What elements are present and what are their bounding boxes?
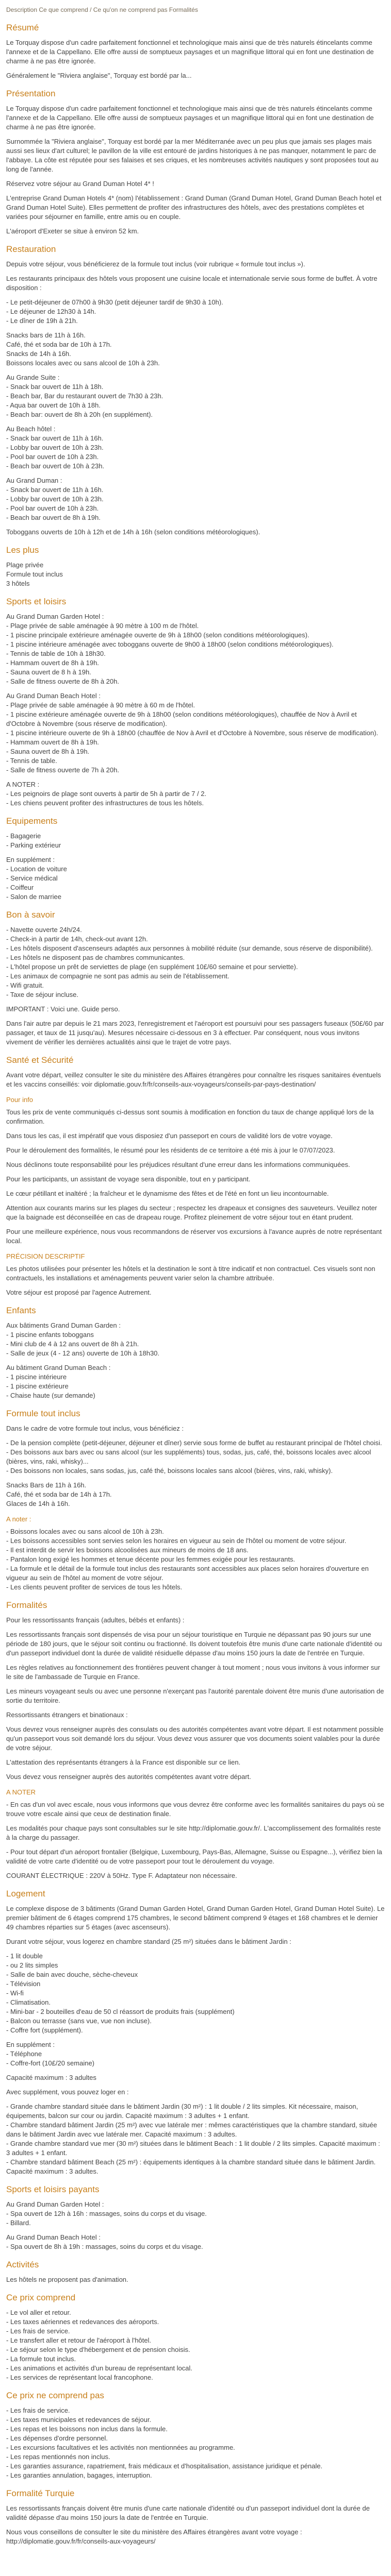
list-item: - Taxe de séjour incluse. [6,991,78,998]
list-item: - Beach bar, Bar du restaurant ouvert de 7h30 à 23h. [6,392,164,400]
sports-note [6,780,385,808]
precision-p2: Votre séjour est proposé par l'agence Autrement. [6,1289,152,1296]
sante-title: Santé et Sécurité [6,1055,74,1065]
list-item: - Les animaux de compagnie ne sont pas admis au sein de l'établissement. [6,972,230,980]
list-item: Au bâtiment Grand Duman Beach : [6,1364,111,1371]
list-item: - Snack bar ouvert de 11h à 16h. [6,434,104,442]
enfants-beach [6,1363,385,1400]
list-item: - Le transfert aller et retour de l'aéroport à l'hôtel. [6,2336,151,2344]
logement-p3: Avec supplément, vous pouvez loger en : [6,2088,129,2096]
list-item: - Des boissons aux bars avec ou sans alcool (sur les suppléments) tous, sodas, jus, café, thé, boissons locales avec alcool (bières, vins, raki, whisky)... [6,1448,371,1465]
list-item: - Salle de bain avec douche, sèche-cheveux [6,1971,138,1978]
list-item: Au Grand Duman : [6,477,62,484]
presentation-p1: Le Torquay dispose d'un cadre parfaitement fonctionnel et technologique mais ainsi que de très naturels étincelants comme l'annexe et de la Cappellano. Elle offre aussi de somptueux paysages et un magnifique littoral qui en font une destination de charme à ne pas être ignorée. [6,105,374,131]
list-item: - Billard. [6,2219,31,2227]
list-item: Boissons locales avec ou sans alcool de 10h à 23h. [6,359,160,367]
list-item: - ou 2 lits simples [6,1961,58,1969]
logement-p2: Durant votre séjour, vous logerez en chambre standard (25 m²) situées dans le bâtiment Jardin : [6,1938,291,1945]
toboggans-note [6,528,385,537]
logement-title: Logement [6,1889,45,1899]
formule-list [6,1438,385,1476]
list-item: - Salle de fitness ouverte de 7h à 20h. [6,766,119,774]
prix-comprend-title: Ce prix comprend [6,2293,76,2302]
list-item: - Location de voiture [6,865,67,873]
list-item: - Bagagerie [6,832,41,840]
equipements-title: Equipements [6,816,58,826]
prix-ne-comprend-title: Ce prix ne comprend pas [6,2391,104,2400]
list-item: - Le vol aller et retour. [6,2309,71,2316]
list-item: - De la pension complète (petit-déjeuner, déjeuner et dîner) servie sous forme de buffet au restaurant principal de l'hôtel choisi. [6,1439,382,1447]
presentation-p4: L'entreprise Grand Duman Hotels 4* (nom) l'établissement : Grand Duman (Grand Duman Hotel, Grand Duman Beach hotel et Grand Duman Hotel Suite). Elles permettent de profiter des infrastructures des hôtels, avec des prestations complètes et variées pour séjourner en famille, entre amis ou en couple. [6,194,382,221]
activites-title: Activités [6,2260,39,2269]
list-item: - Pool bar ouvert de 10h à 23h. [6,453,99,461]
list-item: Formule tout inclus [6,570,63,578]
list-item: - Grande chambre standard vue mer (30 m²) situées dans le bâtiment Beach : 1 lit double / 2 lits simples. Capacité maximum : 3 adultes + 1 enfant. [6,2140,380,2157]
list-item: Café, thé et soda bar de 14h à 17h. [6,1490,112,1498]
courant-electrique: COURANT ÉLECTRIQUE : 220V à 50Hz. Type F. Adaptateur non nécessaire. [6,1872,237,1879]
list-item: Snacks de 14h à 16h. [6,350,71,358]
breadcrumb[interactable]: Description Ce que comprend / Ce qu'on ne comprend pas Formalités [6,6,198,13]
list-item: - Sauna ouvert de 8 h à 19h. [6,668,91,676]
precision-p1: Les photos utilisées pour présenter les hôtels et la destination le sont à titre indicatif et non contractuel. Ces visuels sont non contractuels, les installations et aménagements peuvent varier selon la chambre attribuée. [6,1265,376,1282]
list-item: - 1 piscine intérieure aménagée avec toboggans ouverte de 9h00 à 18h00 (selon conditions météorologiques). [6,640,334,648]
presentation-p3: Réservez votre séjour au Grand Duman Hotel 4* ! [6,180,154,188]
list-item: - Les garanties assurance, rapatriement, frais médicaux et d'hospitalisation, assistance juridique et pénale. [6,2462,323,2470]
presentation-p5: L'aéroport d'Exeter se situe à environ 52 km. [6,227,139,235]
presentation-title: Présentation [6,89,56,98]
restauration-p2: Les restaurants principaux des hôtels vous proposent une cuisine locale et internationale servie sous forme de buffet. À votre disposition : [6,275,378,292]
bars-grande-suite [6,373,385,419]
list-item: - La formule et le détail de la formule tout inclus des restaurants sont accessibles aux places selon horaires d'ouverture en vigueur au sein de l'hôtel au moment de votre séjour. [6,1565,369,1582]
enfants-title: Enfants [6,1306,36,1315]
resume-title: Résumé [6,23,39,32]
bars-grand-duman [6,476,385,522]
list-item: - Parking extérieur [6,841,61,849]
formalites-p5: Ressortissants étrangers et binationaux : [6,1711,128,1719]
list-item: - Plage privée de sable aménagée à 90 mètre à 100 m de l'hôtel. [6,622,199,630]
list-item: - Hammam ouvert de 8h à 19h. [6,738,99,746]
sejour-p3: Pour une meilleure expérience, nous vous recommandons de réserver vos excursions à l'avance auprès de notre représentant local. [6,1228,382,1245]
formalites-p3: Les règles relatives au fonctionnement des frontières peuvent changer à tout moment ; nous vous invitons à vous informer sur le site de l'ambassade de Turquie en France. [6,1664,380,1681]
list-item: Au Grand Duman Beach Hotel : [6,692,101,700]
list-item: - Les clients peuvent profiter de services de tous les hôtels. [6,1583,183,1591]
list-item: - 1 piscine extérieure [6,1382,69,1390]
restauration-list [6,298,385,326]
formule-title: Formule tout inclus [6,1409,80,1418]
sejour-p2: Attention aux courants marins sur les plages du secteur ; respectez les drapeaux et consignes des sauveteurs. Veuillez noter que la baignade est déconseillée en cas de drapeau rouge. Profitez pleinement de votre séjour tout en étant prudent. [6,1204,378,1221]
list-item: - Spa ouvert de 8h à 19h : massages, soins du corps et du visage. [6,2243,203,2250]
list-item: - Spa ouvert de 12h à 16h : massages, soins du corps et du visage. [6,2210,207,2217]
list-item: - Les hôtels ne disposent pas de chambres communicantes. [6,954,185,961]
list-item: - Service médical [6,874,58,882]
list-item: Glaces de 14h à 16h. [6,1500,70,1507]
important-label: IMPORTANT : Voici une. Guide perso. [6,1005,120,1013]
list-item: - Sauna ouvert de 8h à 19h. [6,748,90,755]
list-item: En supplément : [6,2041,55,2048]
formalites-p4: Les mineurs voyageant seuls ou avec une personne n'exerçant pas l'autorité parentale doivent être munis d'une autorisation de sortie du territoire. [6,1687,384,1704]
pour-info-p3: Pour le déroulement des formalités, le résumé pour les résidents de ce territoire a été mis à jour le 07/07/2023. [6,1146,335,1154]
list-item: - Coiffeur [6,884,34,891]
formalites-a-noter-p2: Les modalités pour chaque pays sont consultables sur le site http://diplomatie.gouv.fr/. L'accomplissement des formalités reste à la charge du passager. [6,1824,381,1841]
sejour-p1: Le cœur pétillant et inaltéré ; la fraîcheur et le dynamisme des fêtes et de l'été en font un lieu incontournable. [6,1190,329,1197]
list-item: - Coffre-fort (10£/20 semaine) [6,2059,94,2067]
formalites-p7: L'attestation des représentants étrangers à la France est disponible sur ce lien. [6,1758,241,1766]
list-item: - Les dépenses d'ordre personnel. [6,2434,108,2442]
list-item: Café, thé et soda bar de 10h à 17h. [6,341,112,348]
list-item: - Chambre standard bâtiment Jardin (25 m²) avec vue latérale mer : mêmes caractéristiques que la chambre standard, située dans le bâtiment Jardin avec vue latérale mer. Capacité maximum : 3 adultes. [6,2121,377,2138]
logement-capacite: Capacité maximum : 3 adultes [6,2074,96,2081]
activites-p1: Les hôtels ne proposent pas d'animation. [6,2276,128,2283]
list-item: - Les boissons accessibles sont servies selon les horaires en vigueur au sein de l'hôtel ou moment de votre séjour. [6,1537,347,1545]
list-item: - L'hôtel propose un prêt de serviettes de plage (en supplément 10£/60 semaine et pour serviette). [6,963,298,971]
list-item: - Balcon ou terrasse (sans vue, vue non incluse). [6,2017,152,2025]
list-item: - Téléphone [6,2050,42,2058]
restauration-title: Restauration [6,244,56,254]
pour-info-title: Pour info [6,1096,34,1104]
sports-payants-beach [6,2233,385,2251]
list-item: - Les frais de service. [6,2327,70,2335]
list-item: - Wifi gratuit. [6,981,44,989]
list-item: - Climatisation. [6,1998,51,2006]
pour-info-p4: Nous déclinons toute responsabilité pour les préjudices résultant d'une erreur dans les informations communiquées. [6,1161,350,1168]
logement-list [6,1952,385,2035]
list-item: - Télévision [6,1980,41,1988]
list-item: - Salle de fitness ouverte de 8h à 20h. [6,677,119,685]
list-item: - Lobby bar ouvert de 10h à 23h. [6,444,104,451]
bon-a-savoir-list [6,925,385,999]
list-item: - Coffre fort (supplément). [6,2026,83,2034]
formule-intro: Dans le cadre de votre formule tout inclus, vous bénéficiez : [6,1425,184,1432]
list-item: - Wi-fi [6,1989,24,1997]
list-item: - Il est interdit de servir les boissons alcoolisées aux mineurs de moins de 18 ans. [6,1546,249,1554]
list-item: - Chambre standard bâtiment Beach (25 m²) : équipements identiques à la chambre standard située dans le bâtiment Jardin. Capacité maximum : 3 adultes. [6,2158,376,2175]
a-noter-title: A noter : [6,1515,31,1523]
list-item: Plage privée [6,561,44,569]
prix-ne-comprend-list [6,2406,385,2480]
formalites-p1: Pour les ressortissants français (adultes, bébés et enfants) : [6,1616,185,1624]
formalites-p8: Vous devez vous renseigner auprès des autorités compétentes avant votre départ. [6,1773,251,1781]
restauration-extra [6,331,385,368]
formalite-turquie-title: Formalité Turquie [6,2488,75,2498]
sante-text: Avant votre départ, veillez consulter le site du ministère des Affaires étrangères pour connaître les risques sanitaires éventuels et les vaccins conseillés: voir diplomatie.gouv.fr/fr/conseils-aux-voyageurs/conseils-par-pays-destination/ [6,1071,381,1088]
restauration-p1: Depuis votre séjour, vous bénéficierez de la formule tout inclus (voir rubrique « formule tout inclus »). [6,260,305,268]
list-item: Au Beach hôtel : [6,425,56,433]
list-item: Aux bâtiments Grand Duman Garden : [6,1321,121,1329]
list-item: Snacks Bars de 11h à 16h. [6,1481,87,1489]
list-item: - 1 piscine extérieure aménagée ouverte de 9h à 18h00 (selon conditions météorologiques), chauffée de Nov à Avril et d'Octobre à Novembre (sous réserve de modification). [6,710,357,727]
list-item: - Les chiens peuvent profiter des infrastructures de tous les hôtels. [6,799,204,807]
list-item: - Pool bar ouvert de 10h à 23h. [6,504,99,512]
list-item: - Tennis de table de 10h à 18h30. [6,650,106,657]
list-item: - 1 piscine intérieure [6,1373,67,1381]
list-item: - Beach bar ouvert de 10h à 23h. [6,462,105,470]
bon-a-savoir-title: Bon à savoir [6,910,55,920]
list-item: Au Grand Duman Garden Hotel : [6,613,104,620]
list-item: - Les garanties annulation, bagages, interruption. [6,2471,152,2479]
general-label: Généralement le "Riviera anglaise", Torquay est bordé par la... [6,72,192,79]
pour-info-p2: Dans tous les cas, il est impératif que vous disposiez d'un passeport en cours de validité lors de votre voyage. [6,1132,333,1140]
formalite-turquie-p1: Les ressortissants français doivent être munis d'une carte nationale d'identité ou d'un passeport individuel dont la durée de validité dépasse d'au moins 150 jours la date de l'entrée en Turquie. [6,2504,370,2521]
list-item: Au Grand Duman Beach Hotel : [6,2233,101,2241]
logement-options [6,2102,385,2176]
les-plus-title: Les plus [6,545,39,555]
equipements-list [6,832,385,850]
sports-garden [6,612,385,686]
formalites-title: Formalités [6,1600,47,1610]
formalites-p2: Les ressortissants français sont dispensés de visa pour un séjour touristique en Turquie ne dépassant pas 90 jours sur une période de 180 jours, que le séjour soit continu ou fractionné. Ils doivent toutefois être munis d'une carte nationale d'identité ou d'un passeport individuel dont la durée de validité résiduelle dépasse d'au moins 150 jours la date de l'entrée en Turquie. [6,1631,382,1657]
list-item: Snacks bars de 11h à 16h. [6,331,86,339]
list-item: - Le petit-déjeuner de 07h00 à 9h30 (petit déjeuner tardif de 9h30 à 10h). [6,298,223,306]
list-item: - Les taxes aériennes et redevances des aéroports. [6,2318,159,2326]
list-item: - Navette ouverte 24h/24. [6,926,82,934]
a-noter-list [6,1527,385,1592]
sports-payants-garden [6,2200,385,2228]
list-item: - Les repas et les boissons non inclus dans la formule. [6,2425,168,2433]
list-item: - Tennis de table. [6,757,57,765]
list-item: - Boissons locales avec ou sans alcool de 10h à 23h. [6,1528,164,1535]
sports-beach [6,691,385,775]
list-item: - Des boissons non locales, sans sodas, jus, café thé, boissons locales sans alcool (bières, vins, raki, whisky). [6,1467,333,1475]
list-item: - Mini club de 4 à 12 ans ouvert de 8h à 21h. [6,1340,139,1348]
list-item: - Beach bar ouvert de 8h à 19h. [6,514,101,521]
enfants-garden [6,1321,385,1358]
list-item: - La formule tout inclus. [6,2355,76,2363]
list-item: - Les animations et activités d'un bureau de représentant local. [6,2364,192,2372]
list-item: - Snack bar ouvert de 11h à 18h. [6,383,104,391]
formalites-p6: Vous devrez vous renseigner auprès des consulats ou des autorités compétentes avant votre départ. Il est notamment possible qu'un passeport vous soit demandé lors du séjour. Vous devez vous assurer que vos documents soient valables pour la durée de votre séjour. [6,1725,384,1752]
list-item: - Les services de représentant local francophone. [6,2374,153,2381]
list-item: Toboggans ouverts de 10h à 12h et de 14h à 16h (selon conditions météorologiques). [6,528,260,536]
list-item: - Snack bar ouvert de 11h à 16h. [6,486,104,494]
pour-info-p5: Pour les participants, un assistant de voyage sera disponible, tout en y participant. [6,1175,251,1183]
list-item: - 1 lit double [6,1952,43,1960]
list-item: - Grande chambre standard située dans le bâtiment Jardin (30 m²) : 1 lit double / 2 lits simples. Kit nécessaire, maison, équipements, balcon sur cour ou jardin. Capacité maximum : 3 adultes + 1 enfant. [6,2103,359,2120]
list-item: - Aqua bar ouvert de 10h à 18h. [6,401,101,409]
list-item: - Chaise haute (sur demande) [6,1392,95,1399]
formalite-turquie-p2: Nous vous conseillons de consulter le site du ministère des Affaires étrangères avant votre voyage : http://diplomatie.gouv.fr/fr/conseils-aux-voyageurs/ [6,2528,302,2545]
resume-text: Le Torquay dispose d'un cadre parfaitement fonctionnel et technologique mais ainsi que de très naturels étincelants comme l'annexe et de la Cappellano. Elle offre aussi de somptueux paysages et un magnifique littoral qui en font une destination de charme à ne pas être ignorée. [6,39,374,65]
important-text: Dans l'air autre par depuis le 21 mars 2023, l'enregistrement et l'aéroport est poursuivi pour ses passagers fuseaux (50£/60 par passager, et taux de 11 jusqu'au). Mesures nécessaire ci-dessous en 3 à effectuer. Par conséquent, nous vous invitons vivement de vérifier les dernières actualités ainsi que le trajet de votre pays. [6,1020,384,1046]
list-item: En supplément : [6,856,55,863]
sports-payants-title: Sports et loisirs payants [6,2184,100,2194]
pour-info-p1: Tous les prix de vente communiqués ci-dessus sont soumis à modification en fonction du taux de change appliqué lors de la confirmation. [6,1108,374,1125]
logement-p1: Le complexe dispose de 3 bâtiments (Grand Duman Garden Hotel, Grand Duman Garden Hotel, Grand Duman Hotel Suite). Le premier bâtiment de 6 étages comprend 175 chambres, le second bâtiment comprend 9 étages et 168 chambres et le dernier 49 chambres réparties sur 5 étages (avec ascenseurs). [6,1905,385,1931]
list-item: - Salon de marriee [6,893,61,901]
sports-title: Sports et loisirs [6,597,67,606]
list-item: Au Grande Suite : [6,374,60,381]
list-item: - 1 piscine enfants toboggans [6,1331,94,1338]
bars-beach [6,425,385,471]
list-item: - Hammam ouvert de 8h à 19h. [6,659,99,667]
list-item: - Les repas mentionnés non inclus. [6,2453,110,2461]
list-item: - Les peignoirs de plage sont ouverts à partir de 5h à partir de 7 / 2. [6,790,207,798]
list-item: A NOTER : [6,781,40,788]
formule-extras [6,1481,385,1509]
list-item: - Lobby bar ouvert de 10h à 23h. [6,495,104,503]
list-item: - Le séjour selon le type d'hébergement et de pension choisis. [6,2346,190,2353]
list-item: - Les hôtels disposent d'ascenseurs adaptés aux personnes à mobilité réduite (sur demande, sous réserve de disponibilité). [6,944,373,952]
list-item: - Le déjeuner de 12h30 à 14h. [6,308,96,315]
equipements-supplement [6,855,385,902]
list-item: - 1 piscine principale extérieure aménagée ouverte de 9h à 18h00 (selon conditions météorologiques). [6,631,309,639]
formalites-a-noter-title: A NOTER [6,1788,36,1796]
list-item: - Les frais de service. [6,2406,70,2414]
list-item: - Check-in à partir de 14h, check-out avant 12h. [6,935,148,943]
list-item: - Beach bar: ouvert de 8h à 20h (en supplément). [6,411,153,418]
presentation-p2: Surnommée la "Riviera anglaise", Torquay est bordé par la mer Méditerranée avec un peu plus que jamais ses plages mais aussi ses lieux d'art culturel; le pavillon de la ville est entouré de jardins historiques à ne pas manquer, notamment le parc de l'abbaye. La côte est réputée pour ses falaises et ses criques, et les nombreuses activités nautiques y sont proposées tout au long de l'année. [6,138,379,173]
formalites-a-noter-p3: - Pour tout départ d'un aéroport frontalier (Belgique, Luxembourg, Pays-Bas, Allemagne, Suisse ou Espagne...), vérifiez bien la validité de votre carte d'identité ou de votre passeport pour tout le déroulement du voyage. [6,1848,382,1865]
list-item: - Les excursions facultatives et les activités non mentionnées au programme. [6,2444,235,2451]
list-item: Au Grand Duman Garden Hotel : [6,2200,104,2208]
list-item: 3 hôtels [6,580,30,587]
list-item: - Mini-bar - 2 bouteilles d'eau de 50 cl réassort de produits frais (supplément) [6,2008,235,2015]
list-item: - Pantalon long exigé les hommes et tenue décente pour les femmes exigée pour les restaurants. [6,1555,296,1563]
les-plus-list [6,561,385,588]
list-item: - Plage privée de sable aménagée à 90 mètre à 60 m de l'hôtel. [6,701,195,709]
list-item: - Le dîner de 19h à 21h. [6,317,78,325]
list-item: - 1 piscine intérieure ouverte de 9h à 18h00 (chauffée de Nov à Avril et d'Octobre à Novembre, sous réserve de modification). [6,729,379,737]
list-item: - Salle de jeux (4 - 12 ans) ouverte de 10h à 18h30. [6,1349,160,1357]
list-item: - Les taxes municipales et redevances de séjour. [6,2416,152,2424]
prix-comprend-list [6,2308,385,2382]
precision-title: PRÉCISION DESCRIPTIF [6,1252,85,1260]
logement-supplement [6,2040,385,2068]
formalites-a-noter-p: - En cas d'un vol avec escale, nous vous informons que vous devrez être conforme avec les formalités sanitaires du pays où se trouve votre escale ainsi que ceux de destination finale. [6,1801,385,1818]
